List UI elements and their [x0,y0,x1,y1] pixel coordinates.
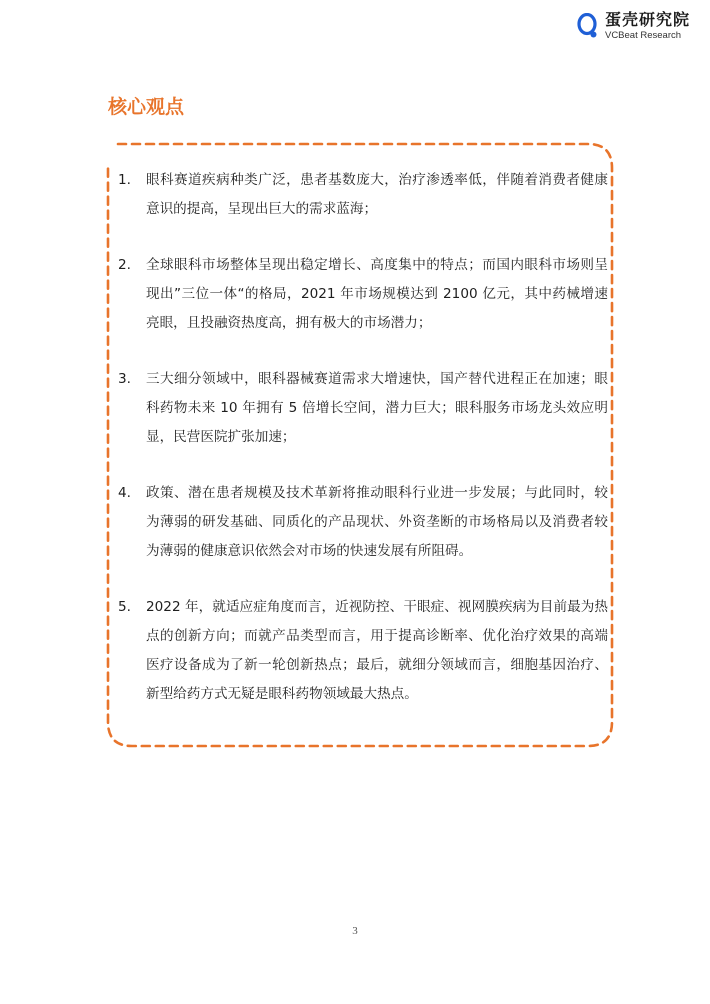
list-item [118,593,608,709]
item-number: 1. [118,172,131,188]
egg-logo-icon [577,13,599,39]
item-text: 2022 年，就适应症角度而言，近视防控、干眼症、视网膜疾病为目前最为热点的创新方向；而就产品类型而言，用于提高诊断率、优化治疗效果的高端医疗设备成为了新一轮创新热点；最后，就细分领域而言，细胞基因治疗、新型给药方式无疑是眼科药物领域最大热点。 [146,599,608,702]
logo-chinese-name: 蛋壳研究院 [604,10,690,29]
item-number: 3. [118,371,131,387]
list-item [118,251,608,338]
item-text: 眼科赛道疾病种类广泛，患者基数庞大，治疗渗透率低，伴随着消费者健康意识的提高，呈现出巨大的需求蓝海； [146,172,608,217]
item-number: 5. [118,599,131,615]
brand-logo [577,12,690,41]
item-text: 全球眼科市场整体呈现出稳定增长、高度集中的特点；而国内眼科市场则呈现出”三位一体“的格局，2021 年市场规模达到 2100 亿元，其中药械增速亮眼，且投融资热度高，拥有极大的市场潜力； [146,257,608,331]
logo-english-name: VCBeat Research [604,30,682,41]
list-item [118,479,608,566]
page-number: 3 [352,925,358,937]
key-points-list [118,166,608,736]
list-item [118,166,608,224]
section-title: 核心观点 [108,96,185,118]
list-item [118,365,608,452]
item-text: 政策、潜在患者规模及技术革新将推动眼科行业进一步发展；与此同时，较为薄弱的研发基础、同质化的产品现状、外资垄断的市场格局以及消费者较为薄弱的健康意识依然会对市场的快速发展有所阻碍。 [146,485,608,559]
item-number: 4. [118,485,131,501]
item-number: 2. [118,257,131,273]
item-text: 三大细分领域中，眼科器械赛道需求大增速快，国产替代进程正在加速；眼科药物未来 10 年拥有 5 倍增长空间，潜力巨大；眼科服务市场龙头效应明显，民营医院扩张加速； [146,371,608,445]
